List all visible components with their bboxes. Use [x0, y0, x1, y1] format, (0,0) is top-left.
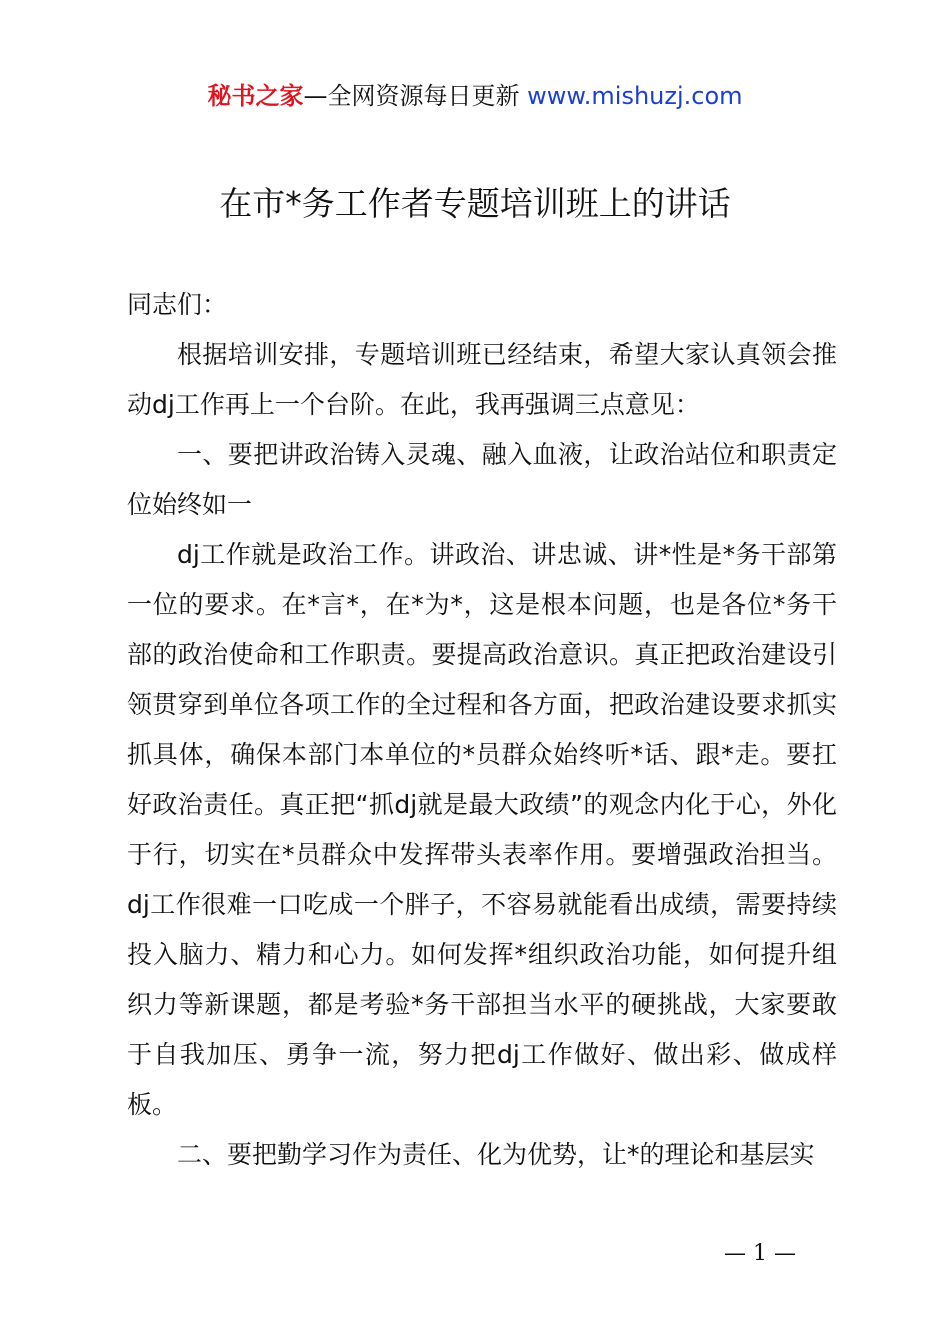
- site-url-link[interactable]: www.mishuzj.com: [527, 82, 743, 110]
- section-heading-1: 一、要把讲政治铸入灵魂、融入血液，让政治站位和职责定位始终如一: [127, 440, 837, 519]
- site-header: [0, 80, 950, 112]
- salutation: 同志们：: [127, 290, 228, 319]
- document-body: [127, 280, 837, 1180]
- page-number: — 1 —: [724, 1241, 796, 1266]
- body-paragraph: dj工作就是政治工作。讲政治、讲忠诚、讲*性是*务干部第一位的要求。在*言*，在*为*，这是根本问题，也是各位*务干部的政治使命和工作职责。要提高政治意识。真正把政治建设引领贯穿到单位各项工作的全过程和各方面，把政治建设要求抓实抓具体，确保本部门本单位的*员群众始终听*话、跟*走。要扛好政治责任。真正把“抓dj就是最大政绩”的观念内化于心，外化于行，切实在*员群众中发挥带头表率作用。要增强政治担当。dj工作很难一口吃成一个胖子，不容易就能看出成绩，需要持续投入脑力、精力和心力。如何发挥*组织政治功能，如何提升组织力等新课题，都是考验*务干部担当水平的硬挑战，大家要敢于自我加压、勇争一流，努力把dj工作做好、做出彩、做成样板。: [127, 540, 837, 1119]
- intro-paragraph: 根据培训安排，专题培训班已经结束，希望大家认真领会推动dj工作再上一个台阶。在此，我再强调三点意见：: [127, 340, 837, 419]
- brand-name: 秘书之家: [207, 82, 304, 110]
- document-title: 在市*务工作者专题培训班上的讲话: [219, 184, 731, 223]
- header-slogan: —全网资源每日更新: [303, 82, 520, 110]
- section-heading-2: 二、要把勤学习作为责任、化为优势，让*的理论和基层实: [177, 1140, 815, 1169]
